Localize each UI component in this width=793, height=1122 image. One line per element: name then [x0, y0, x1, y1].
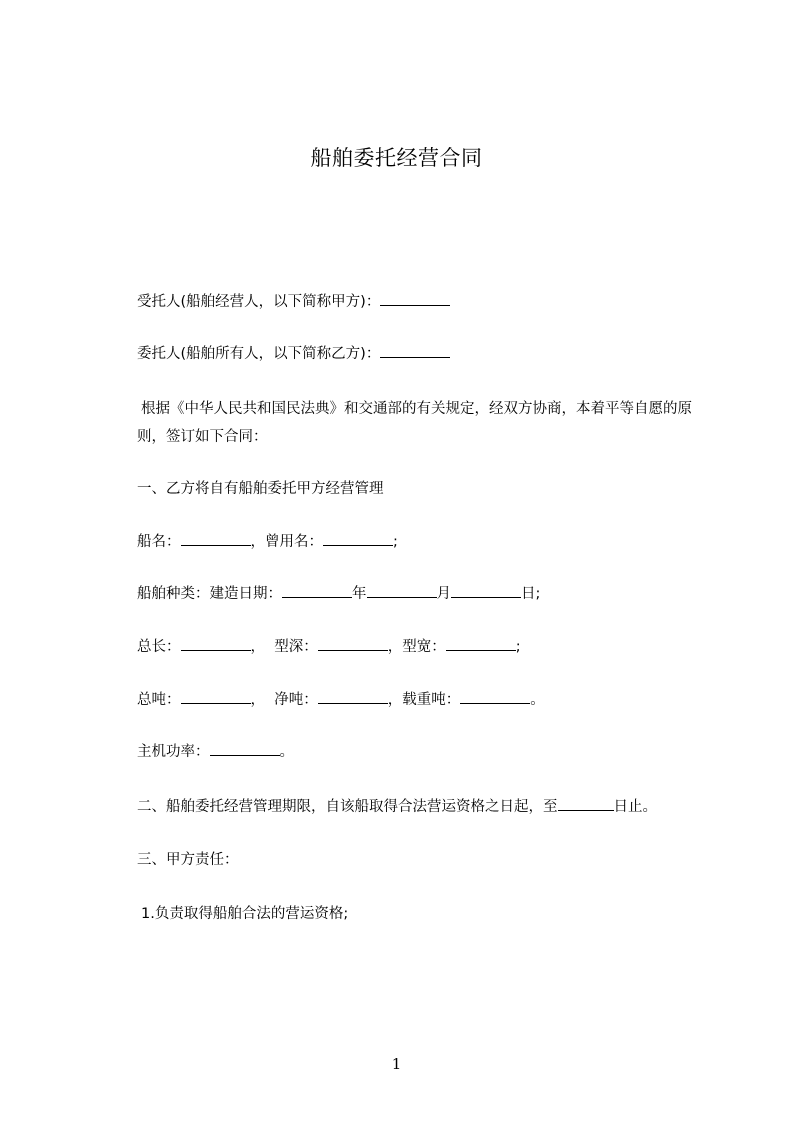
ship-type-label: 船舶种类：建造日期：: [137, 586, 282, 602]
page-number: 1: [391, 1055, 402, 1073]
term-end-blank: [558, 796, 614, 811]
engine-power-line: [137, 740, 294, 764]
entruster-blank: [380, 343, 450, 358]
engine-power-blank: [210, 741, 280, 756]
dimensions-end: ;: [515, 639, 521, 655]
build-day-blank: [451, 583, 521, 598]
gross-tonnage-blank: [181, 689, 251, 704]
trustee-label: 受托人(船舶经营人，以下简称甲方)：: [137, 294, 381, 310]
tonnage-line: [137, 688, 545, 712]
preamble-paragraph: 根据《中华人民共和国民法典》和交通部的有关规定，经双方协商，本着平等自愿的原则，签订如下合同：: [137, 401, 692, 445]
width-label: ，型宽：: [387, 639, 446, 655]
length-blank: [181, 636, 251, 651]
depth-label: ， 型深：: [250, 639, 318, 655]
ship-name-line: [137, 530, 398, 554]
ship-name-blank: [181, 531, 251, 546]
ship-name-label: 船名：: [137, 534, 181, 550]
net-tonnage-label: ， 净吨：: [250, 692, 318, 708]
section1-heading: 一、乙方将自有船舶委托甲方经营管理: [137, 481, 384, 497]
former-name-blank: [323, 531, 393, 546]
build-year-blank: [282, 583, 352, 598]
section3-item1: 1.负责取得船舶合法的营运资格;: [141, 906, 349, 922]
former-name-label: ，曾用名：: [250, 534, 323, 550]
section3-heading: 三、甲方责任：: [137, 852, 239, 868]
deadweight-label: ，载重吨：: [387, 692, 461, 708]
deadweight-blank: [460, 689, 530, 704]
gross-tonnage-label: 总吨：: [137, 692, 181, 708]
trustee-blank: [380, 291, 450, 306]
length-label: 总长：: [137, 639, 181, 655]
day-label: 日;: [521, 586, 541, 602]
engine-power-end: 。: [279, 744, 294, 760]
section2-line: [137, 795, 657, 819]
entruster-label: 委托人(船舶所有人，以下简称乙方)：: [137, 346, 381, 362]
ship-name-end: ;: [393, 534, 398, 550]
month-label: 月: [436, 586, 451, 602]
section2-text: 二、船舶委托经营管理期限，自该船取得合法营运资格之日起，至: [137, 799, 558, 815]
trustee-line: [137, 290, 450, 314]
tonnage-end: 。: [530, 692, 545, 708]
engine-power-label: 主机功率：: [137, 744, 210, 760]
dimensions-line: [137, 635, 521, 659]
section2-end: 日止。: [613, 799, 657, 815]
depth-blank: [318, 636, 388, 651]
document-title: 船舶委托经营合同: [310, 146, 483, 170]
net-tonnage-blank: [318, 689, 388, 704]
build-month-blank: [367, 583, 437, 598]
year-label: 年: [352, 586, 367, 602]
width-blank: [446, 636, 516, 651]
entruster-line: [137, 342, 450, 366]
ship-type-line: [137, 582, 540, 606]
